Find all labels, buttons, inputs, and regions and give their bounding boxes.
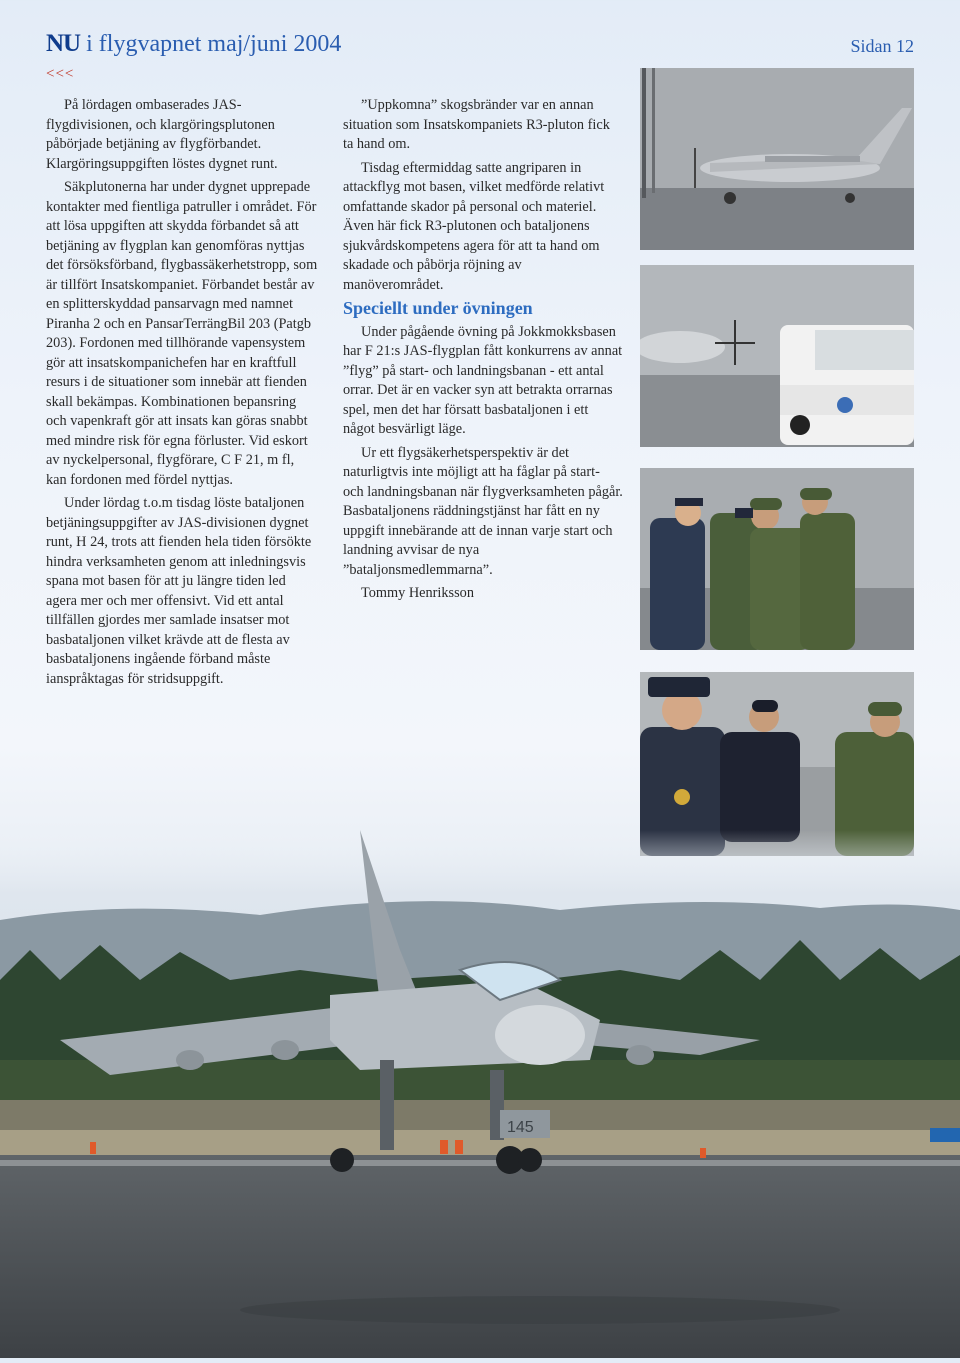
paragraph: Säkplutonerna har under dygnet upprepade kontakter med fientliga patruller i området. För att lösa uppgiften att skydda förbandet så att betjäning av flygplan kan genomföras nyttjas det försöksförband, flygbassäkerhetstropp, som är tillfört Insatskompaniet. Förbandet består av en splitterskyddad pansarvagn med namnet Piranha 2 och en PansarTerrängBil 203 (Patgb 203). Fordonen med tillhörande vapensystem gör att insatskompanichefen har en kraftfull resurs i de situationer som innebär att fienden skall bekämpas. Kombinationen bepansring och vapenkraft gör att insats kan göras snabbt med mindre risk för egna förluster. Vid eskort av nyckelpersonal, flygförare, C F 21, m fl, kan fordonen med fördel nyttjas. <box>46 179 318 488</box>
paragraph: ”Uppkomna” skogsbränder var en annan situation som Insatskompaniets R3-pluton fick ta hand om. <box>343 97 610 152</box>
photo-plane-and-vehicle <box>640 265 914 447</box>
paragraph: Under pågående övning på Jokkmokksbasen har F 21:s JAS-flygplan fått konkurrens av annat ”flyg” på start- och landningsbanan - ett antal orrar. Det är en vacker syn att betrakta orrarnas spel, men det har försatt basbataljonen i ett något besvärligt läge. <box>343 323 623 437</box>
jet-tail-number: 145 <box>507 1119 534 1136</box>
magazine-title: i flygvapnet maj/juni 2004 <box>80 31 342 57</box>
section-subheading: Speciellt under övningen <box>343 298 533 318</box>
photo-turboprop-fog <box>640 68 914 250</box>
photo-soldiers-group <box>640 468 914 650</box>
paragraph: Ur ett flygsäkerhetsperspektiv är det naturligtvis inte möjligt att ha fåglar på start- och landningsbanan när flygverksamheten pågår. Basbataljonens räddningstjänst har fått en ny uppgift innebärande att de innan varje start och landning avvisar de nya ”bataljonsmedlemmarna”. <box>343 444 623 578</box>
paragraph: Under lördag t.o.m tisdag löste bataljonen betjäningsuppgifter av JAS-divisionen dygnet runt, H 24, trots att fienden hela tiden försökte hindra verksamheten genom att inledningsvis spana mot basen för att ju längre tiden led agera mer och mer offensivt. Vid ett antal tillfällen gjordes mer samlade insatser mot basbataljonen vilket krävde att de flesta av basbataljonens ingående förband måste ianspråktagas för stridsuppgift. <box>46 495 312 687</box>
photo-officers <box>640 672 914 856</box>
back-link[interactable]: <<< <box>46 66 75 82</box>
magazine-logo: NU <box>46 30 81 57</box>
hero-photo-gripen <box>0 830 960 1358</box>
text-column-1 <box>46 96 318 693</box>
page-number: Sidan 12 <box>850 36 914 56</box>
author-byline: Tommy Henriksson <box>361 585 474 601</box>
text-column-2 <box>343 96 623 608</box>
masthead <box>46 30 341 58</box>
paragraph: På lördagen ombaserades JAS-flygdivisionen, och klargöringsplutonen påbörjade betjäning av flygförbandet. Klargöringsuppgiften löstes dygnet runt. <box>46 97 278 172</box>
paragraph: Tisdag eftermiddag satte angriparen in attackflyg mot basen, vilket medförde relativt omfattande skador på personal och materiel. Även här fick R3-plutonen och bataljonens sjukvårdskompetens agera för att ta hand om skadade och påbörja röjning av manöverområdet. <box>343 159 605 293</box>
